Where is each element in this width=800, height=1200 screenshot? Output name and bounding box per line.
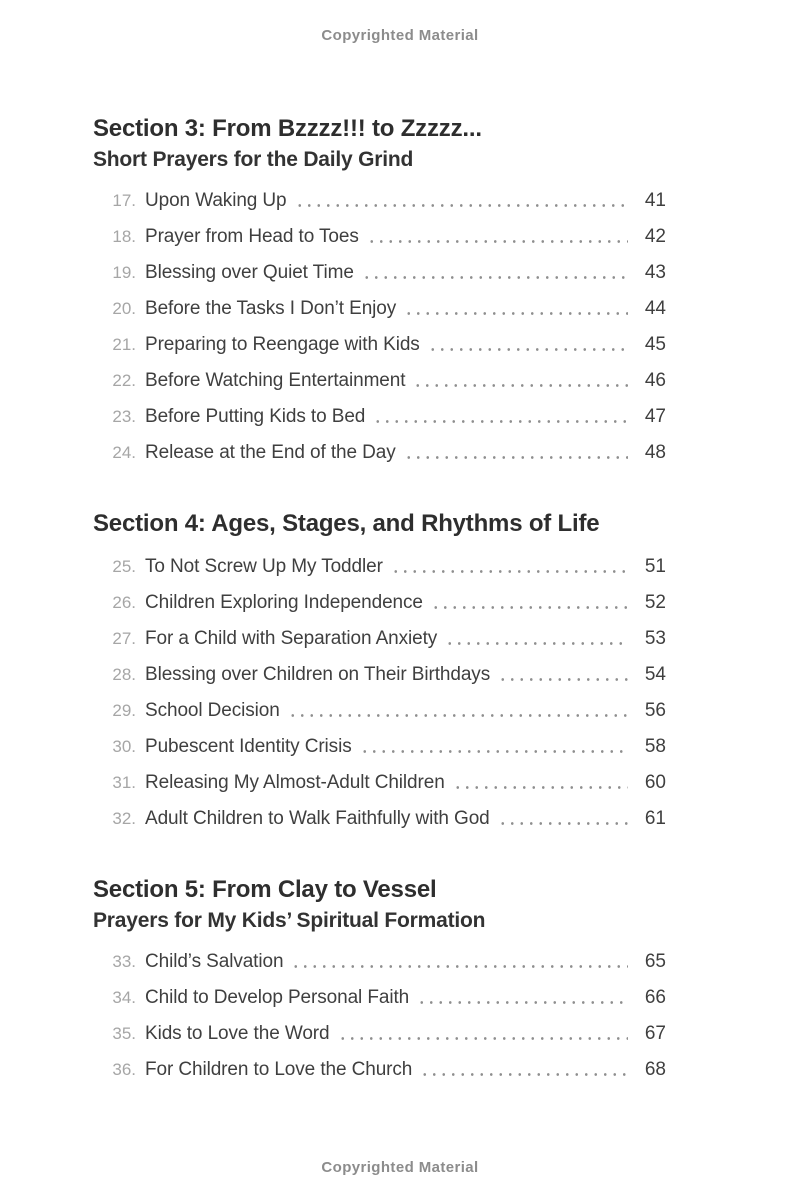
toc-entry-row: [93, 327, 666, 363]
toc-entry-row: [93, 291, 666, 327]
toc-entry-row: [93, 1052, 666, 1088]
section-items: [93, 944, 666, 1088]
toc-entry-row: [93, 585, 666, 621]
copyright-notice-bottom: Copyrighted Material: [321, 1159, 479, 1176]
toc-entry-row: [93, 765, 666, 801]
toc-entry-row: [93, 549, 666, 585]
section-subtitle: Short Prayers for the Daily Grind: [93, 148, 414, 171]
toc-entry-row: [93, 399, 666, 435]
item-number: 33.: [112, 952, 136, 971]
toc-content: [93, 113, 666, 1088]
item-number: 27.: [112, 629, 136, 648]
toc-section: [93, 874, 666, 1088]
item-number: 35.: [112, 1024, 136, 1043]
item-number: 19.: [112, 263, 136, 282]
toc-entry-row: [93, 729, 666, 765]
item-number: 30.: [112, 737, 136, 756]
item-page-number: 52: [644, 592, 666, 613]
item-title: School Decision: [145, 700, 280, 721]
toc-entry-row: [93, 980, 666, 1016]
item-number: 17.: [112, 191, 136, 210]
item-title: Before Putting Kids to Bed: [145, 406, 366, 427]
toc-entry-row: [93, 1016, 666, 1052]
item-number: 34.: [112, 988, 136, 1007]
item-page-number: 44: [644, 298, 666, 319]
item-number: 22.: [112, 371, 136, 390]
item-page-number: 56: [644, 700, 666, 721]
item-title: Child to Develop Personal Faith: [145, 987, 410, 1008]
item-title: Before Watching Entertainment: [145, 370, 406, 391]
toc-section: [93, 113, 666, 471]
item-title: Upon Waking Up: [145, 190, 287, 211]
item-title: To Not Screw Up My Toddler: [145, 556, 383, 577]
section-title: Section 4: Ages, Stages, and Rhythms of Life: [93, 510, 600, 537]
toc-entry-row: [93, 944, 666, 980]
item-page-number: 47: [644, 406, 666, 427]
item-title: Pubescent Identity Crisis: [145, 736, 352, 757]
item-title: Blessing over Children on Their Birthdays: [145, 664, 491, 685]
item-page-number: 45: [644, 334, 666, 355]
item-page-number: 42: [644, 226, 666, 247]
item-page-number: 46: [644, 370, 666, 391]
item-page-number: 48: [644, 442, 666, 463]
item-page-number: 67: [644, 1023, 666, 1044]
item-title: For Children to Love the Church: [145, 1059, 413, 1080]
item-page-number: 53: [644, 628, 666, 649]
item-page-number: 65: [644, 951, 666, 972]
item-number: 24.: [112, 443, 136, 462]
item-title: Releasing My Almost-Adult Children: [145, 772, 445, 793]
item-number: 21.: [112, 335, 136, 354]
toc-entry-row: [93, 183, 666, 219]
item-title: Adult Children to Walk Faithfully with God: [145, 808, 490, 829]
toc-entry-row: [93, 693, 666, 729]
toc-entry-row: [93, 657, 666, 693]
section-title: Section 5: From Clay to Vessel: [93, 876, 437, 903]
item-title: Prayer from Head to Toes: [145, 226, 359, 247]
item-number: 36.: [112, 1060, 136, 1079]
item-number: 26.: [112, 593, 136, 612]
item-page-number: 58: [644, 736, 666, 757]
item-number: 18.: [112, 227, 136, 246]
item-title: Kids to Love the Word: [145, 1023, 330, 1044]
item-page-number: 43: [644, 262, 666, 283]
item-page-number: 66: [644, 987, 666, 1008]
toc-entry-row: [93, 801, 666, 837]
toc-entry-row: [93, 363, 666, 399]
section-items: [93, 183, 666, 471]
item-number: 28.: [112, 665, 136, 684]
item-title: Before the Tasks I Don’t Enjoy: [145, 298, 397, 319]
item-page-number: 68: [644, 1059, 666, 1080]
item-number: 32.: [112, 809, 136, 828]
section-title: Section 3: From Bzzzz!!! to Zzzzz...: [93, 115, 482, 142]
toc-section: [93, 508, 666, 837]
item-page-number: 41: [644, 190, 666, 211]
item-title: For a Child with Separation Anxiety: [145, 628, 438, 649]
section-items: [93, 549, 666, 837]
item-page-number: 61: [644, 808, 666, 829]
item-title: Child’s Salvation: [145, 951, 284, 972]
item-page-number: 54: [644, 664, 666, 685]
item-number: 29.: [112, 701, 136, 720]
toc-entry-row: [93, 219, 666, 255]
item-page-number: 51: [644, 556, 666, 577]
section-subtitle: Prayers for My Kids’ Spiritual Formation: [93, 909, 486, 932]
item-title: Preparing to Reengage with Kids: [145, 334, 420, 355]
item-number: 23.: [112, 407, 136, 426]
toc-sections: [93, 113, 666, 1088]
item-title: Children Exploring Independence: [145, 592, 423, 613]
copyright-notice-top: Copyrighted Material: [321, 27, 479, 44]
item-title: Blessing over Quiet Time: [145, 262, 354, 283]
toc-entry-row: [93, 435, 666, 471]
item-page-number: 60: [644, 772, 666, 793]
item-number: 20.: [112, 299, 136, 318]
item-number: 31.: [112, 773, 136, 792]
item-number: 25.: [112, 557, 136, 576]
item-title: Release at the End of the Day: [145, 442, 396, 463]
toc-entry-row: [93, 255, 666, 291]
toc-entry-row: [93, 621, 666, 657]
